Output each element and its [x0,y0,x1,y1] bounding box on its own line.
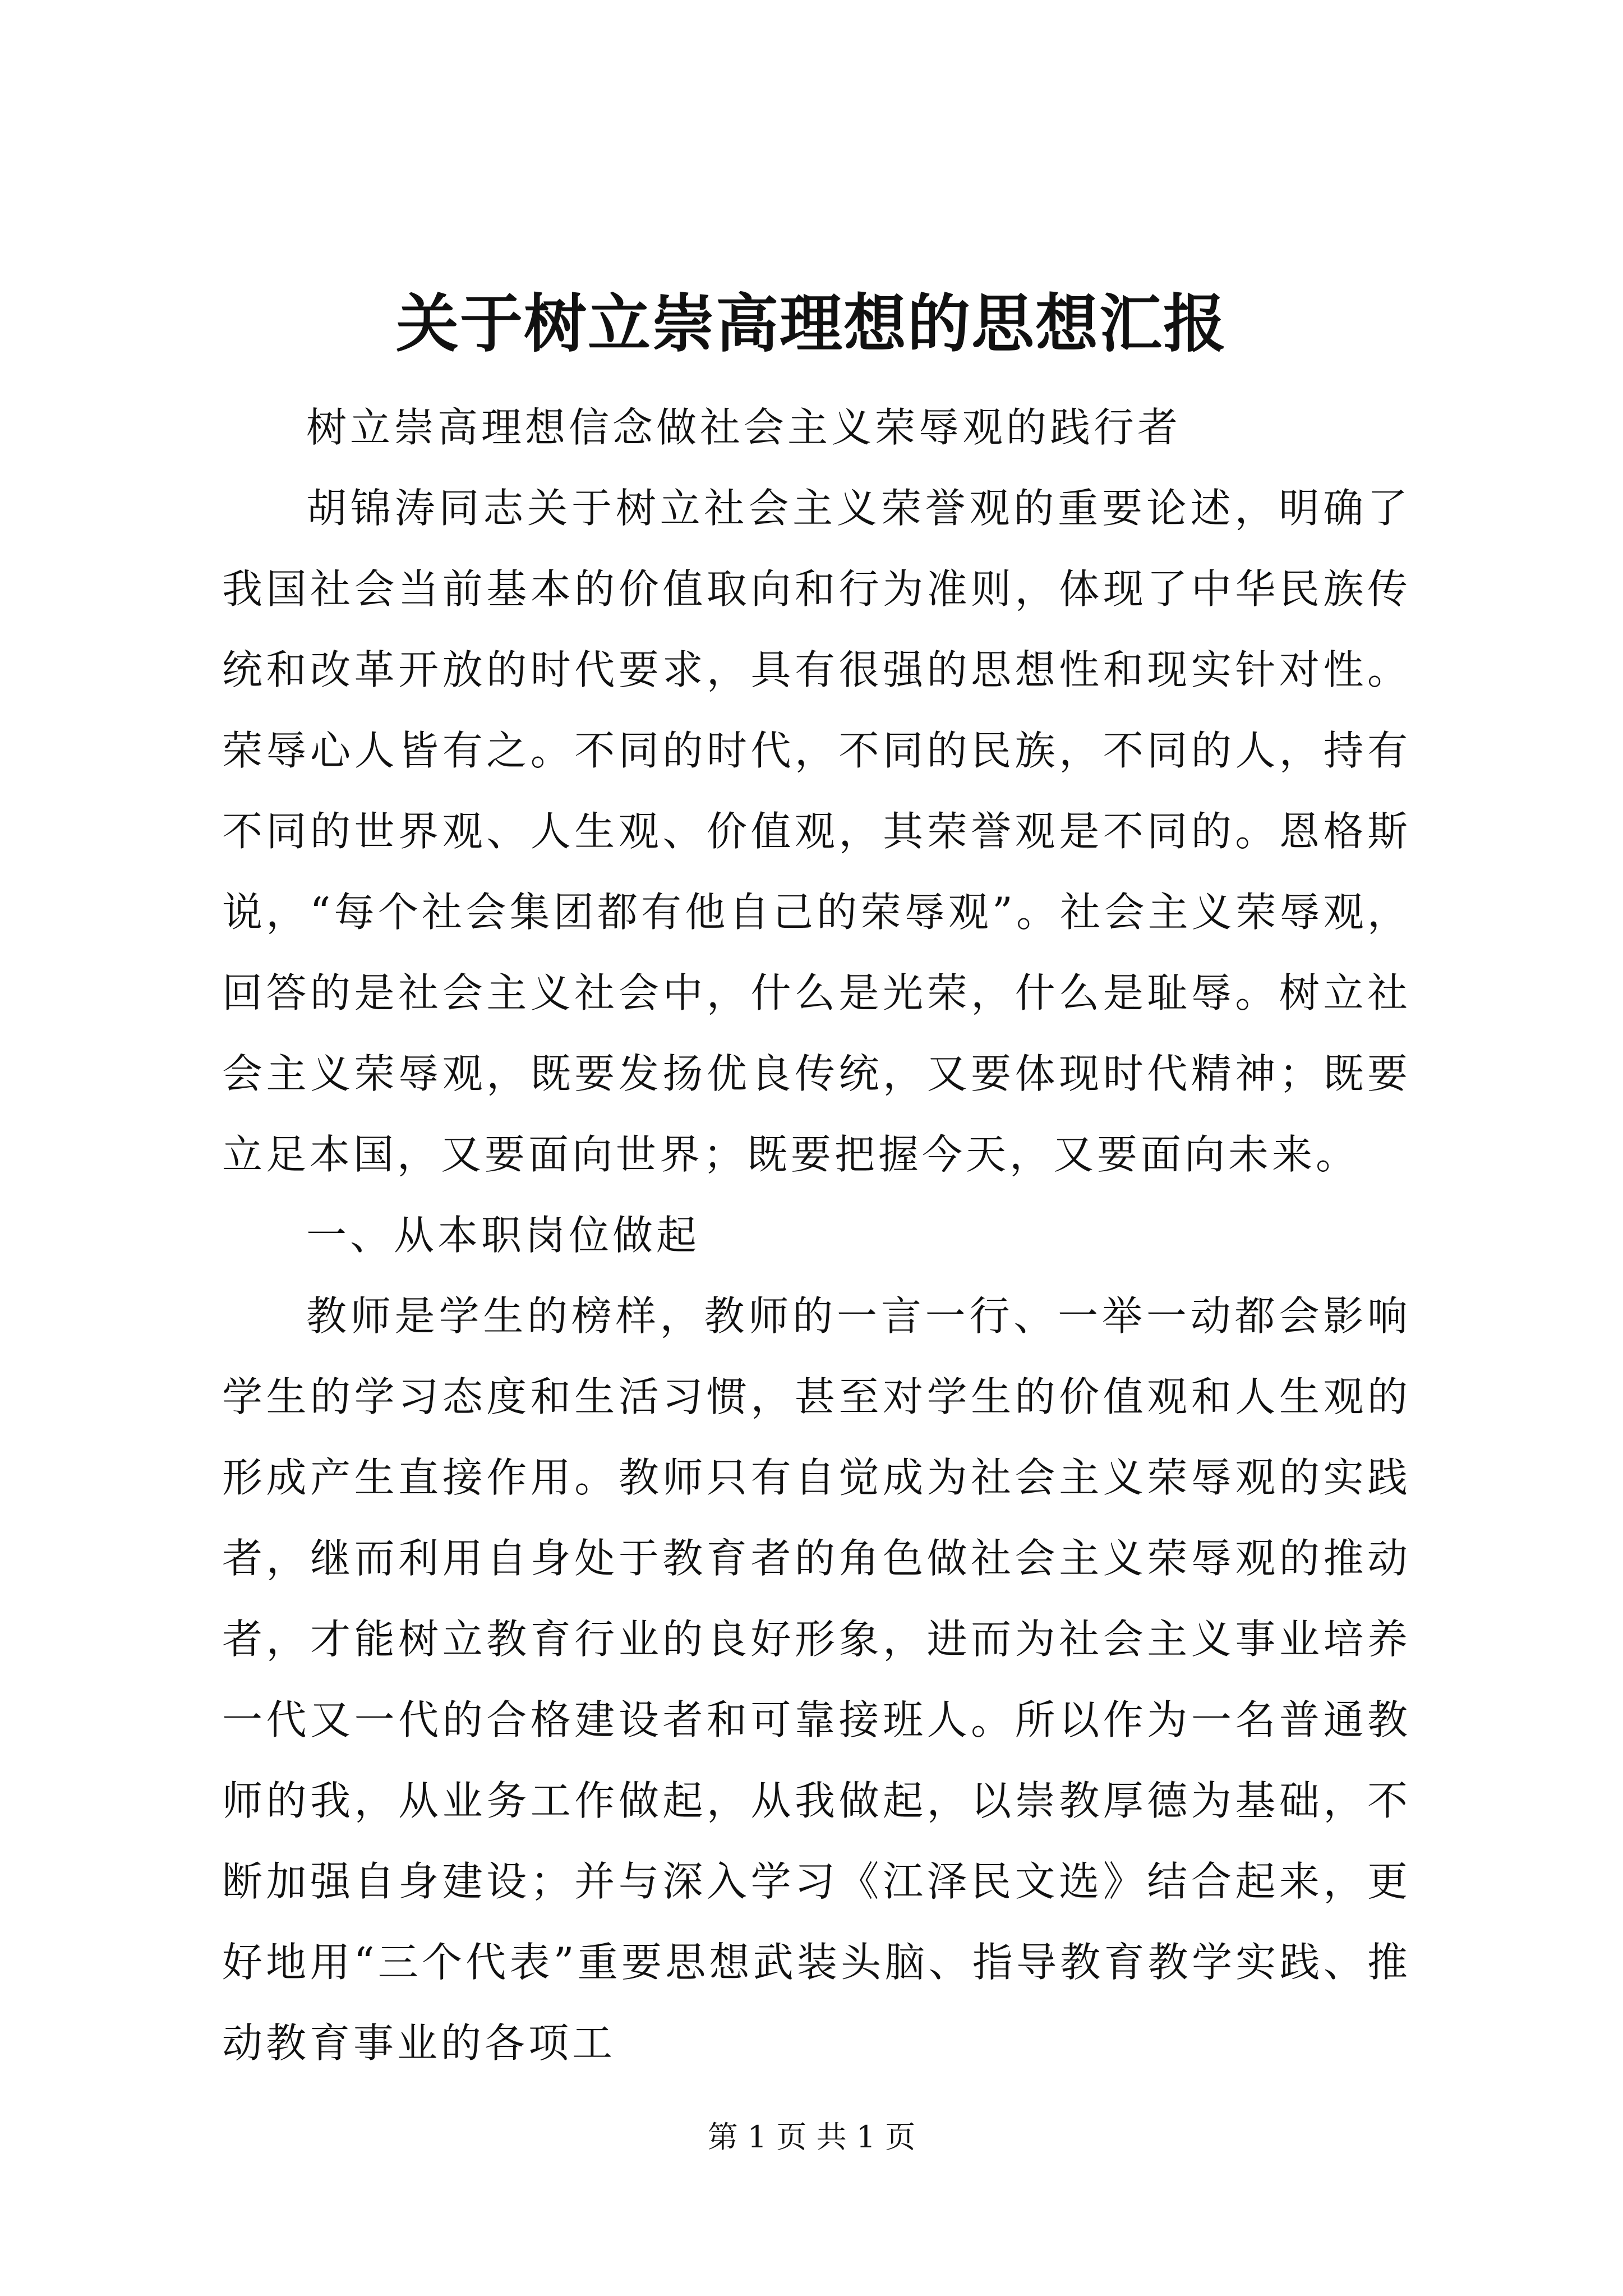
body-paragraph: 教师是学生的榜样，教师的一言一行、一举一动都会影响学生的学习态度和生活习惯，甚至对学生的价值观和人生观的形成产生直接作用。教师只有自觉成为社会主义荣辱观的实践者，继而利用自身处于教育者的角色做社会主义荣辱观的推动者，才能树立教育行业的良好形象，进而为社会主义事业培养一代又一代的合格建设者和可靠接班人。所以作为一名普通教师的我，从业务工作做起，从我做起，以崇教厚德为基础，不断加强自身建设；并与深入学习《江泽民文选》结合起来，更好地用“三个代表”重要思想武装头脑、指导教育教学实践、推动教育事业的各项工 [222,1292,1411,2067]
document-body [222,387,1411,2083]
page-footer: 第 1 页 共 1 页 [707,2119,916,2155]
section-heading: 一、从本职岗位做起 [306,1212,700,1259]
subtitle-paragraph: 树立崇高理想信念做社会主义荣辱观的践行者 [306,404,1182,451]
document-title: 关于树立崇高理想的思想汇报 [396,287,1227,361]
body-paragraph: 胡锦涛同志关于树立社会主义荣誉观的重要论述，明确了我国社会当前基本的价值取向和行为准则，体现了中华民族传统和改革开放的时代要求，具有很强的思想性和现实针对性。荣辱心人皆有之。不同的时代，不同的民族，不同的人，持有不同的世界观、人生观、价值观，其荣誉观是不同的。恩格斯说，“每个社会集团都有他自己的荣辱观”。社会主义荣辱观，回答的是社会主义社会中，什么是光荣，什么是耻辱。树立社会主义荣辱观，既要发扬优良传统，又要体现时代精神；既要立足本国，又要面向世界；既要把握今天，又要面向未来。 [222,485,1411,1178]
